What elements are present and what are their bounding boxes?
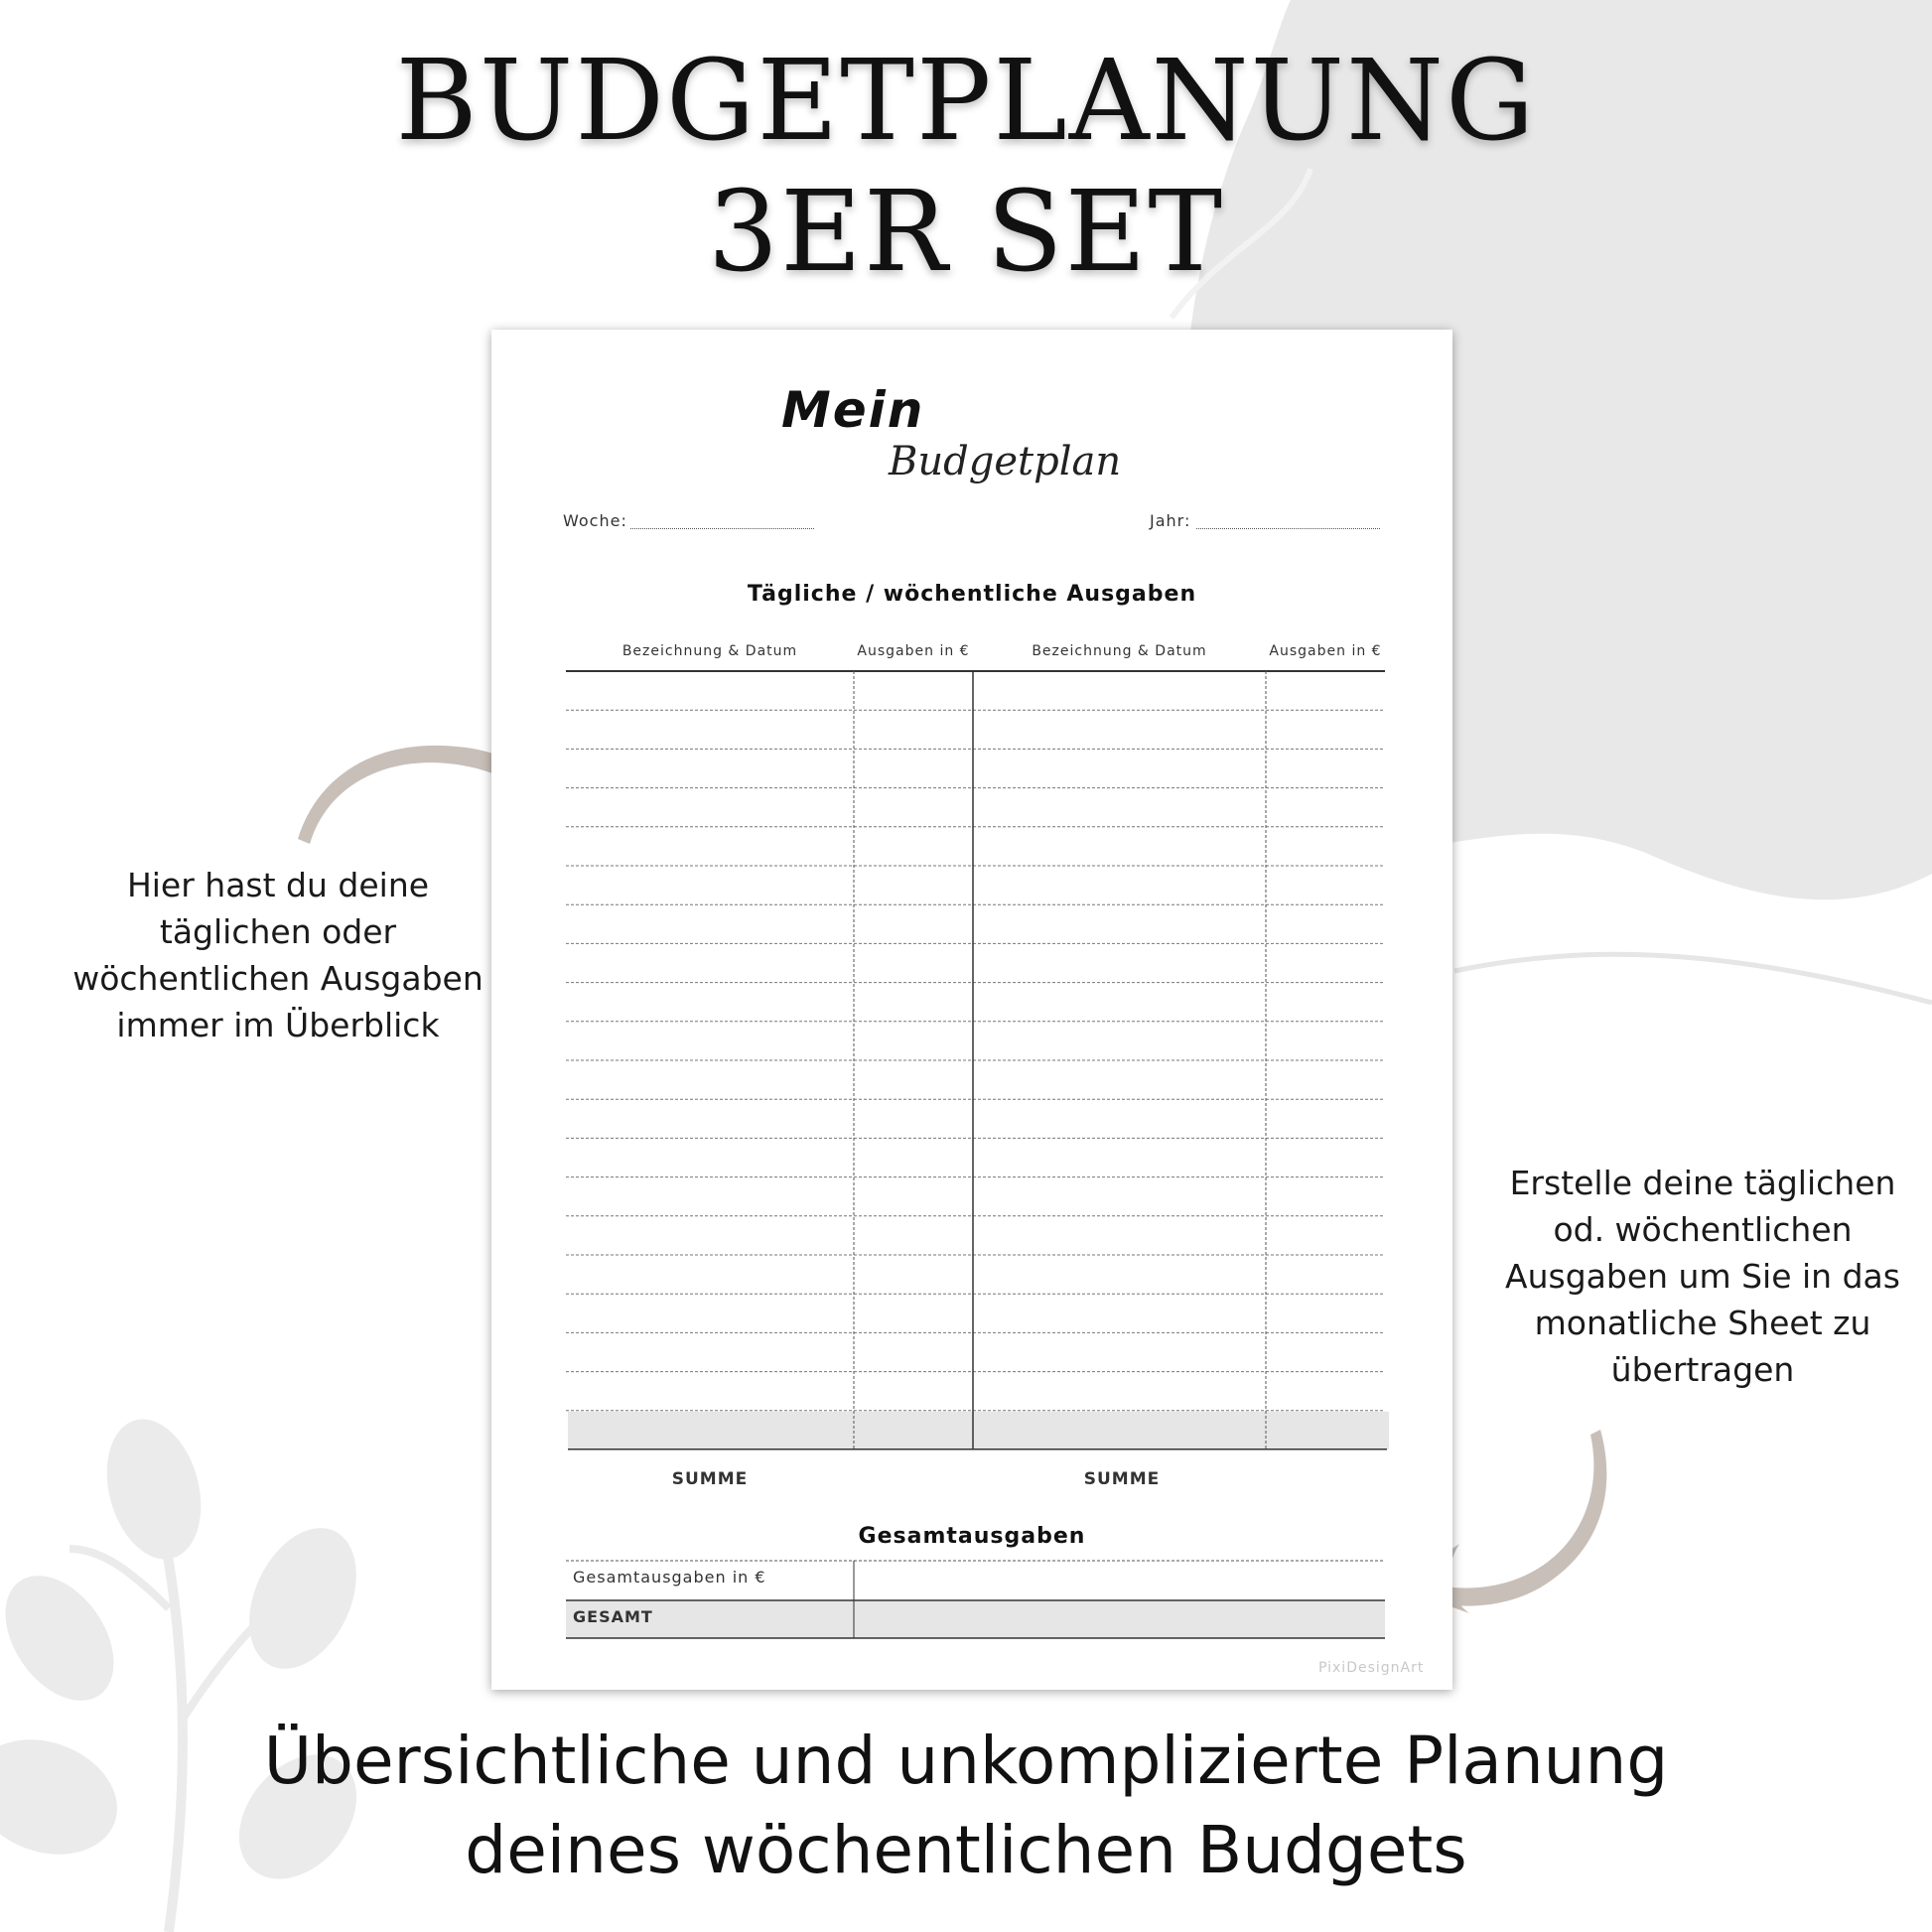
headline-line1: BUDGETPLANUNG [395,37,1537,166]
week-label: Woche: [563,511,627,530]
callout-right-line: Ausgaben um Sie in das [1505,1257,1900,1296]
sum-label-left: SUMME [671,1469,749,1489]
callout-right [1469,1160,1932,1393]
year-label: Jahr: [1150,511,1191,530]
sheet-title-main: Mein [781,381,925,439]
total-row-label: Gesamtausgaben in € [573,1568,766,1587]
callout-left-line: wöchentlichen Ausgaben [72,959,483,998]
headline-line2: 3ER SET [707,168,1225,297]
column-header: Bezeichnung & Datum [621,643,798,659]
callout-right-line: monatliche Sheet zu [1534,1304,1871,1342]
callout-left-line: täglichen oder [159,912,397,951]
callout-left-line: immer im Überblick [116,1006,440,1044]
footer-line2: deines wöchentlichen Budgets [465,1812,1467,1888]
callout-right-line: Erstelle deine täglichen [1509,1164,1896,1202]
expenses-section-title: Tägliche / wöchentliche Ausgaben [747,582,1197,607]
sum-label-right: SUMME [1083,1469,1161,1489]
callout-left [40,862,516,1048]
planner-sheet [491,330,1452,1690]
callout-left-line: Hier hast du deine [126,866,430,904]
watermark: PixiDesignArt [1318,1660,1425,1676]
total-final-label: GESAMT [573,1607,653,1626]
footer-line1: Übersichtliche und unkomplizierte Planung [263,1723,1669,1799]
total-final-fill [566,1600,1385,1638]
total-section-title: Gesamtausgaben [858,1524,1086,1549]
column-header: Ausgaben in € [857,643,970,659]
callout-right-line: übertragen [1610,1350,1795,1389]
background-swoosh [1454,954,1932,1003]
sheet-title-script: Budgetplan [889,439,1122,484]
column-header: Ausgaben in € [1269,643,1382,659]
column-header: Bezeichnung & Datum [1032,643,1207,659]
callout-right-line: od. wöchentlichen [1553,1210,1853,1249]
